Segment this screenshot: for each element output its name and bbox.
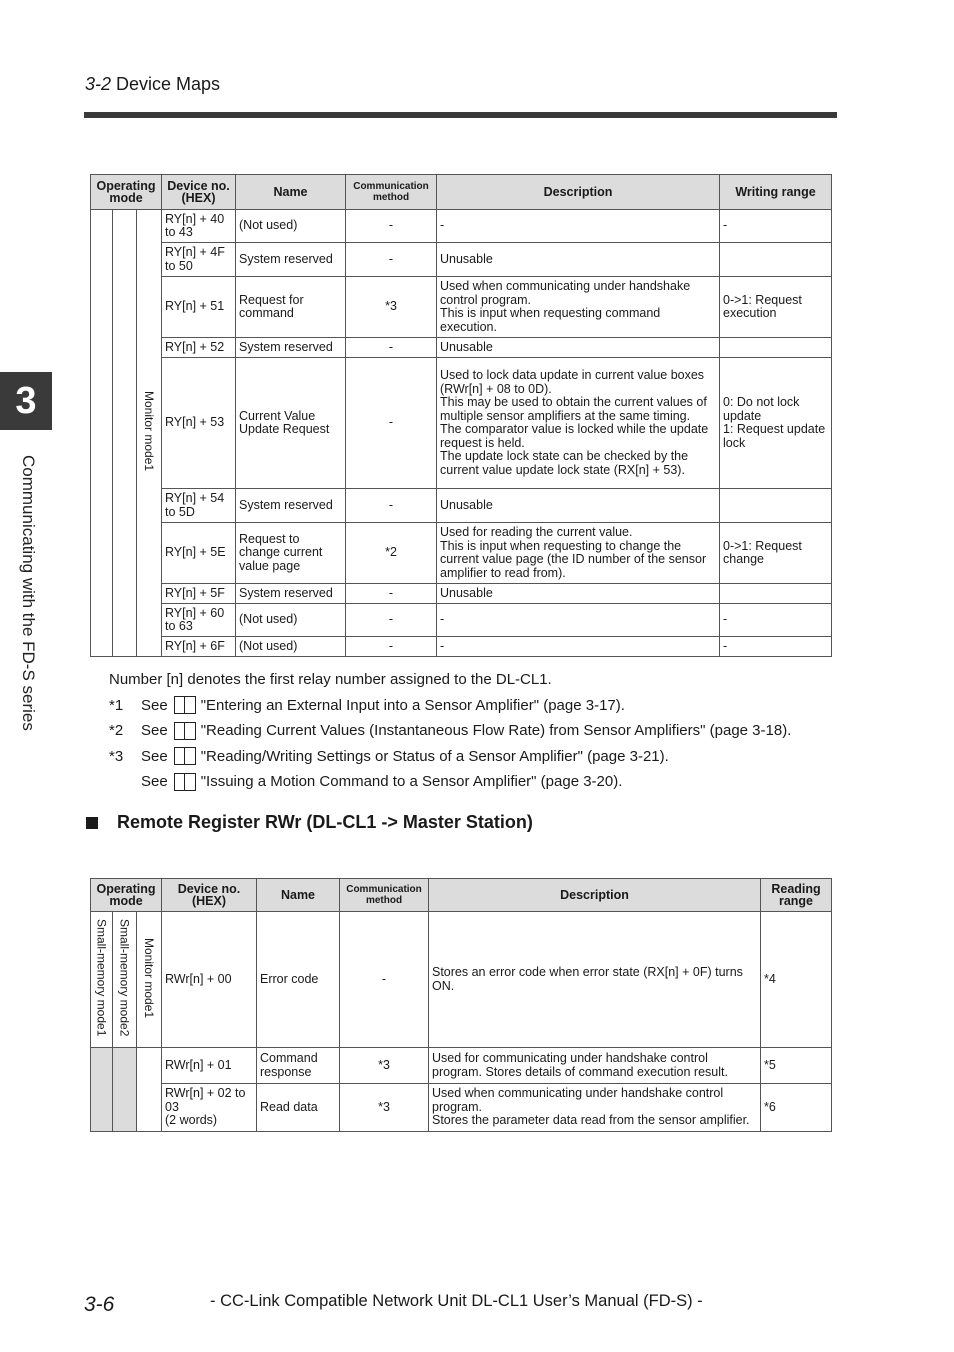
device-cell: RWr[n] + 02 to 03 (2 words) <box>162 1084 257 1132</box>
note-line <box>109 718 791 744</box>
mode-label: Monitor mode1 <box>142 937 156 1018</box>
table-row <box>91 912 832 1048</box>
see-label: See <box>141 747 168 765</box>
mode-blank-cell <box>137 1048 162 1132</box>
method-cell: *3 <box>340 1048 429 1084</box>
header-rule <box>84 112 837 118</box>
description-cell: Unusable <box>437 584 720 604</box>
page-number: 3-6 <box>84 1293 115 1316</box>
col-header-name: Name <box>257 879 340 912</box>
mode-blank-cell <box>91 210 113 657</box>
range-cell: *5 <box>761 1048 832 1084</box>
range-cell <box>720 338 832 358</box>
name-cell: (Not used) <box>236 210 346 243</box>
chapter-tab: 3 <box>0 372 52 430</box>
col-header-method: Communication method <box>340 879 429 912</box>
table-row <box>91 358 832 489</box>
table-row <box>91 210 832 243</box>
col-header-description: Description <box>429 879 761 912</box>
book-icon <box>174 696 196 714</box>
device-cell: RY[n] + 5F <box>162 584 236 604</box>
method-cell: - <box>346 210 437 243</box>
name-cell: System reserved <box>236 338 346 358</box>
book-icon <box>174 747 196 765</box>
range-cell: *4 <box>761 912 832 1048</box>
mode-blank-cell <box>113 1048 137 1132</box>
table-row <box>91 604 832 637</box>
description-cell: - <box>437 604 720 637</box>
note-line <box>109 693 791 719</box>
range-cell: - <box>720 604 832 637</box>
range-cell <box>720 243 832 277</box>
mode-blank-cell <box>113 210 137 657</box>
range-cell: 0->1: Request change <box>720 523 832 584</box>
book-icon <box>174 722 196 740</box>
range-cell: - <box>720 637 832 657</box>
chapter-side-title: Communicating with the FD-S series <box>19 455 38 731</box>
name-cell: Request to change current value page <box>236 523 346 584</box>
method-cell: - <box>346 338 437 358</box>
table-row <box>91 489 832 523</box>
book-icon <box>174 773 196 791</box>
device-cell: RY[n] + 52 <box>162 338 236 358</box>
device-cell: RY[n] + 40 to 43 <box>162 210 236 243</box>
table-row <box>91 277 832 338</box>
mode-label-cell <box>137 210 162 657</box>
col-header-range: Reading range <box>761 879 832 912</box>
section-heading <box>86 812 533 833</box>
method-cell: - <box>346 243 437 277</box>
table-row <box>91 584 832 604</box>
square-bullet-icon <box>86 817 98 829</box>
range-cell: 0: Do not lock update 1: Request update lock <box>720 358 832 489</box>
note-line <box>109 744 791 770</box>
range-cell: *6 <box>761 1084 832 1132</box>
mode-label-cell <box>137 912 162 1048</box>
see-label: See <box>141 773 168 791</box>
note-mark: *1 <box>109 696 124 714</box>
description-cell: Used for reading the current value. This is input when requesting to change the current value page (the ID number of the sensor amplifier to read from). <box>437 523 720 584</box>
description-cell: Used when communicating under handshake control program. Stores the parameter data read from the sensor amplifier. <box>429 1084 761 1132</box>
description-cell: Unusable <box>437 243 720 277</box>
name-cell: (Not used) <box>236 604 346 637</box>
device-cell: RY[n] + 53 <box>162 358 236 489</box>
note-line <box>109 769 791 795</box>
note-intro: Number [n] denotes the first relay number assigned to the DL-CL1. <box>109 671 552 689</box>
col-header-range: Writing range <box>720 175 832 210</box>
device-cell: RY[n] + 5E <box>162 523 236 584</box>
section-heading-text: Remote Register RWr (DL-CL1 -> Master Station) <box>117 812 533 832</box>
col-header-description: Description <box>437 175 720 210</box>
table-row <box>91 243 832 277</box>
table-row <box>91 1048 832 1084</box>
note-mark: *3 <box>109 747 124 765</box>
name-cell: Request for command <box>236 277 346 338</box>
note-mark: *2 <box>109 722 124 740</box>
section-number: 3-2 <box>85 74 112 94</box>
device-cell: RWr[n] + 01 <box>162 1048 257 1084</box>
see-label: See <box>141 696 168 714</box>
description-cell: Unusable <box>437 338 720 358</box>
method-cell: - <box>346 584 437 604</box>
method-cell: *2 <box>346 523 437 584</box>
device-cell: RY[n] + 51 <box>162 277 236 338</box>
description-cell: Stores an error code when error state (RX[n] + 0F) turns ON. <box>429 912 761 1048</box>
device-cell: RY[n] + 4F to 50 <box>162 243 236 277</box>
method-cell: *3 <box>340 1084 429 1132</box>
note-reference: "Entering an External Input into a Sensor Amplifier" (page 3-17). <box>200 696 625 714</box>
method-cell: - <box>346 358 437 489</box>
mode-label-cell <box>113 912 137 1048</box>
rwy-device-table <box>90 174 832 657</box>
name-cell: Command response <box>257 1048 340 1084</box>
rwr-register-table <box>90 878 832 1132</box>
range-cell: 0->1: Request execution <box>720 277 832 338</box>
table-row <box>91 637 832 657</box>
note-reference: "Issuing a Motion Command to a Sensor Amplifier" (page 3-20). <box>200 773 623 791</box>
name-cell: System reserved <box>236 584 346 604</box>
description-cell: Used to lock data update in current value boxes (RWr[n] + 08 to 0D). This may be used to obtain the current values of multiple sensor amplifiers at the same timing. The comparator value is locked while the update request is held. The update lock state can be checked by the current value update lock state (RX[n] + 53). <box>437 358 720 489</box>
note-reference: "Reading/Writing Settings or Status of a Sensor Amplifier" (page 3-21). <box>200 747 669 765</box>
section-header <box>85 74 220 95</box>
table-row <box>91 523 832 584</box>
name-cell: (Not used) <box>236 637 346 657</box>
manual-title: - CC-Link Compatible Network Unit DL-CL1 User’s Manual (FD-S) - <box>210 1292 703 1310</box>
mode-label-cell <box>91 912 113 1048</box>
description-cell: Unusable <box>437 489 720 523</box>
table-row <box>91 1084 832 1132</box>
notes-block <box>109 667 791 795</box>
name-cell: Current Value Update Request <box>236 358 346 489</box>
method-cell: - <box>346 489 437 523</box>
mode-label: Monitor mode1 <box>142 391 156 472</box>
section-title: Device Maps <box>111 74 221 94</box>
device-cell: RWr[n] + 00 <box>162 912 257 1048</box>
name-cell: System reserved <box>236 489 346 523</box>
col-header-method: Communication method <box>346 175 437 210</box>
mode-label: Small-memory mode2 <box>117 919 132 1037</box>
method-cell: *3 <box>346 277 437 338</box>
range-cell: - <box>720 210 832 243</box>
col-header-device: Device no. (HEX) <box>162 879 257 912</box>
range-cell <box>720 489 832 523</box>
col-header-name: Name <box>236 175 346 210</box>
mode-label: Small-memory mode1 <box>94 919 109 1037</box>
description-cell: - <box>437 637 720 657</box>
method-cell: - <box>340 912 429 1048</box>
mode-blank-cell <box>91 1048 113 1132</box>
name-cell: System reserved <box>236 243 346 277</box>
device-cell: RY[n] + 6F <box>162 637 236 657</box>
method-cell: - <box>346 637 437 657</box>
col-header-mode: Operating mode <box>91 175 162 210</box>
col-header-mode: Operating mode <box>91 879 162 912</box>
device-cell: RY[n] + 54 to 5D <box>162 489 236 523</box>
table-row <box>91 338 832 358</box>
device-cell: RY[n] + 60 to 63 <box>162 604 236 637</box>
note-reference: "Reading Current Values (Instantaneous Flow Rate) from Sensor Amplifiers" (page 3-18). <box>200 722 792 740</box>
col-header-device: Device no. (HEX) <box>162 175 236 210</box>
description-cell: Used for communicating under handshake control program. Stores details of command execution result. <box>429 1048 761 1084</box>
see-label: See <box>141 722 168 740</box>
description-cell: Used when communicating under handshake control program. This is input when requesting command execution. <box>437 277 720 338</box>
range-cell <box>720 584 832 604</box>
name-cell: Error code <box>257 912 340 1048</box>
method-cell: - <box>346 604 437 637</box>
name-cell: Read data <box>257 1084 340 1132</box>
description-cell: - <box>437 210 720 243</box>
